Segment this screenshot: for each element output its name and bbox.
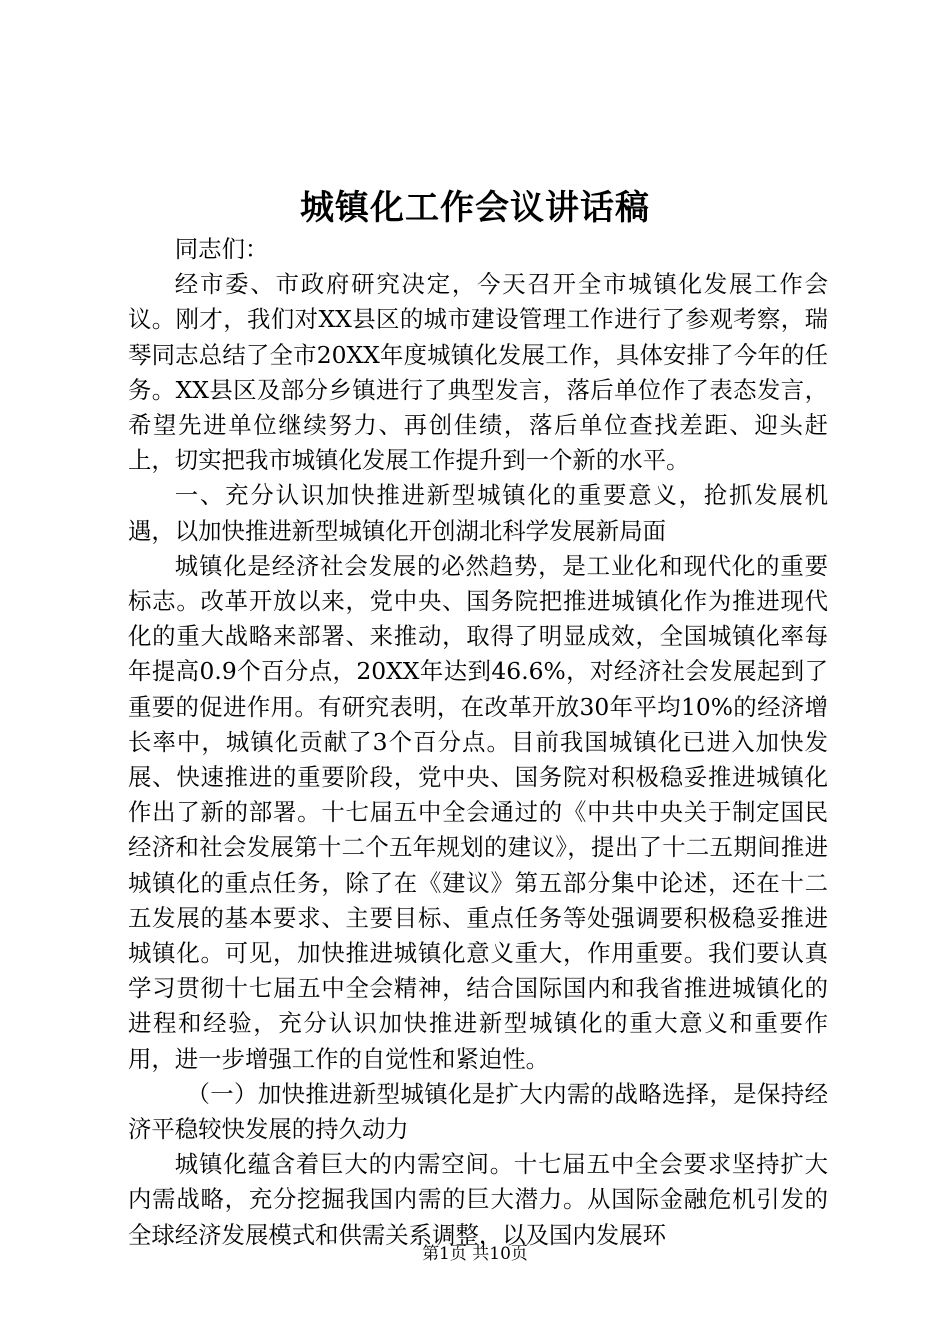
subsection-heading-1: （一）加快推进新型城镇化是扩大内需的战略选择，是保持经济平稳较快发展的持久动力 — [128, 1079, 828, 1144]
document-title: 城镇化工作会议讲话稿 — [300, 188, 650, 228]
document-body — [128, 232, 828, 1253]
paragraph-subsection-1: 城镇化蕴含着巨大的内需空间。十七届五中全会要求坚持扩大内需战略，充分挖掘我国内需的巨大潜力。从国际金融危机引发的全球经济发展模式和供需关系调整，以及国内发展环 — [128, 1150, 828, 1249]
page-footer: 第1页 共10页 — [422, 1244, 528, 1264]
paragraph-salutation: 同志们： — [174, 235, 269, 263]
section-heading-1: 一、充分认识加快推进新型城镇化的重要意义，抢抓发展机遇，以加快推进新型城镇化开创湖北科学发展新局面 — [128, 481, 828, 545]
paragraph-section-1: 城镇化是经济社会发展的必然趋势，是工业化和现代化的重要标志。改革开放以来，党中央、国务院把推进城镇化作为推进现代化的重大战略来部署、来推动，取得了明显成效，全国城镇化率每年提高0.9个百分点，20XX年达到46.6%，对经济社会发展起到了重要的促进作用。有研究表明，在改革开放30年平均10%的经济增长率中，城镇化贡献了3个百分点。目前我国城镇化已进入加快发展、快速推进的重要阶段，党中央、国务院对积极稳妥推进城镇化作出了新的部署。十七届五中全会通过的《中共中央关于制定国民经济和社会发展第十二个五年规划的建议》，提出了十二五期间推进城镇化的重点任务，除了在《建议》第五部分集中论述，还在十二五发展的基本要求、主要目标、重点任务等处强调要积极稳妥推进城镇化。可见，加快推进城镇化意义重大，作用重要。我们要认真学习贯彻十七届五中全会精神，结合国际国内和我省推进城镇化的进程和经验，充分认识加快推进新型城镇化的重大意义和重要作用，进一步增强工作的自觉性和紧迫性。 — [128, 551, 828, 1073]
paragraph-opening: 经市委、市政府研究决定，今天召开全市城镇化发展工作会议。刚才，我们对XX县区的城市建设管理工作进行了参观考察，瑞琴同志总结了全市20XX年度城镇化发展工作，具体安排了今年的任务。XX县区及部分乡镇进行了典型发言，落后单位作了表态发言，希望先进单位继续努力、再创佳绩，落后单位查找差距、迎头赶上，切实把我市城镇化发展工作提升到一个新的水平。 — [128, 270, 828, 475]
